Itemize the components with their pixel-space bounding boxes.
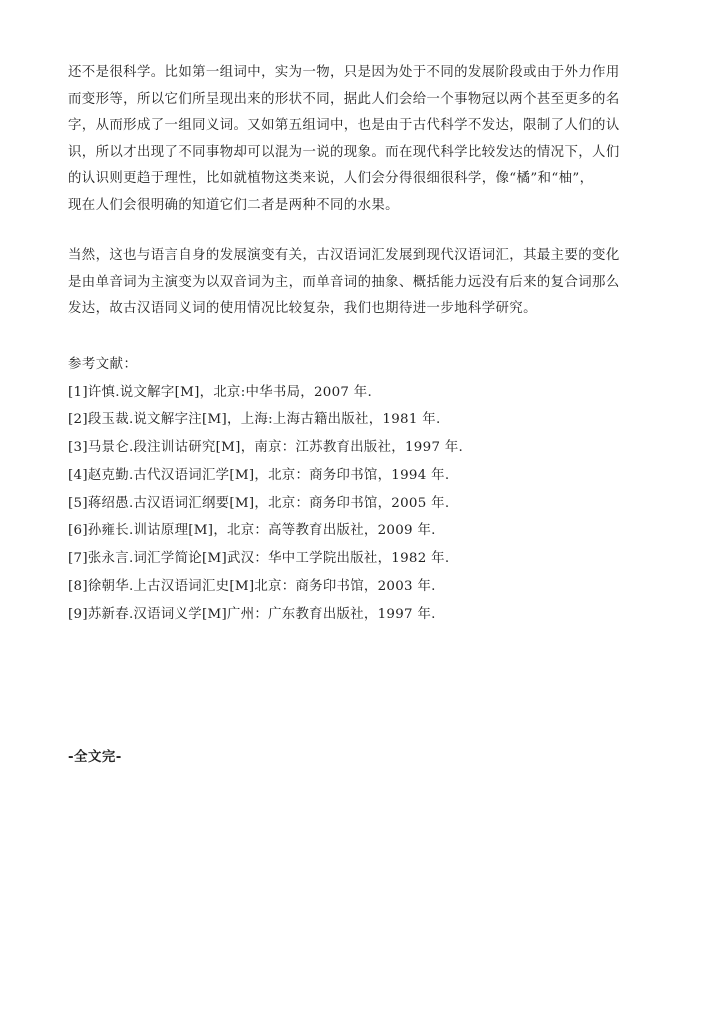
reference-item: [8]徐朝华.上古汉语词汇史[M]北京：商务印书馆，2003 年. bbox=[68, 579, 436, 595]
text-line: 当然，这也与语言自身的发展演变有关，古汉语词汇发展到现代汉语词汇，其最主要的变化 bbox=[68, 248, 620, 263]
reference-item: [3]马景仑.段注训诂研究[M]，南京：江苏教育出版社，1997 年. bbox=[68, 440, 464, 456]
reference-item: [2]段玉裁.说文解字注[M]，上海:上海古籍出版社，1981 年. bbox=[68, 412, 441, 428]
text-line: 是由单音词为主演变为以双音词为主，而单音词的抽象、概括能力远没有后来的复合词那么 bbox=[68, 274, 620, 290]
body-paragraph-1 bbox=[68, 60, 656, 220]
reference-item: [4]赵克勤.古代汉语词汇学[M]，北京：商务印书馆，1994 年. bbox=[68, 467, 450, 483]
text-line: 现在人们会很明确的知道它们二者是两种不同的水果。 bbox=[68, 197, 399, 213]
body-paragraph-2 bbox=[68, 243, 656, 323]
text-line: 字，从而形成了一组同义词。又如第五组词中，也是由于古代科学不发达，限制了人们的认 bbox=[68, 118, 620, 134]
references-title: 参考文献： bbox=[68, 357, 138, 372]
text-line: 还不是很科学。比如第一组词中，实为一物，只是因为处于不同的发展阶段或由于外力作用 bbox=[68, 65, 620, 80]
text-line: 发达，故古汉语同义词的使用情况比较复杂，我们也期待进一步地科学研究。 bbox=[68, 301, 537, 317]
reference-item: [9]苏新春.汉语词义学[M]广州：广东教育出版社，1997 年. bbox=[68, 606, 436, 622]
references-section bbox=[68, 351, 628, 629]
reference-item: [7]张永言.词汇学简论[M]武汉：华中工学院出版社，1982 年. bbox=[68, 551, 450, 567]
reference-item: [5]蒋绍愚.古汉语词汇纲要[M]，北京：商务印书馆，2005 年. bbox=[68, 495, 450, 511]
text-line: 识，所以才出现了不同事物却可以混为一说的现象。而在现代科学比较发达的情况下，人们 bbox=[68, 144, 620, 160]
text-line: 而变形等，所以它们所呈现出来的形状不同，据此人们会给一个事物冠以两个甚至更多的名 bbox=[68, 91, 620, 107]
end-of-document-mark: -全文完- bbox=[68, 750, 122, 765]
references-list bbox=[68, 379, 628, 629]
reference-item: [1]许慎.说文解字[M]，北京:中华书局，2007 年. bbox=[68, 384, 373, 400]
text-line: 的认识则更趋于理性，比如就植物这类来说，人们会分得很细很科学，像“橘”和“柚”， bbox=[68, 171, 594, 187]
reference-item: [6]孙雍长.训诂原理[M]，北京：高等教育出版社，2009 年. bbox=[68, 523, 436, 539]
